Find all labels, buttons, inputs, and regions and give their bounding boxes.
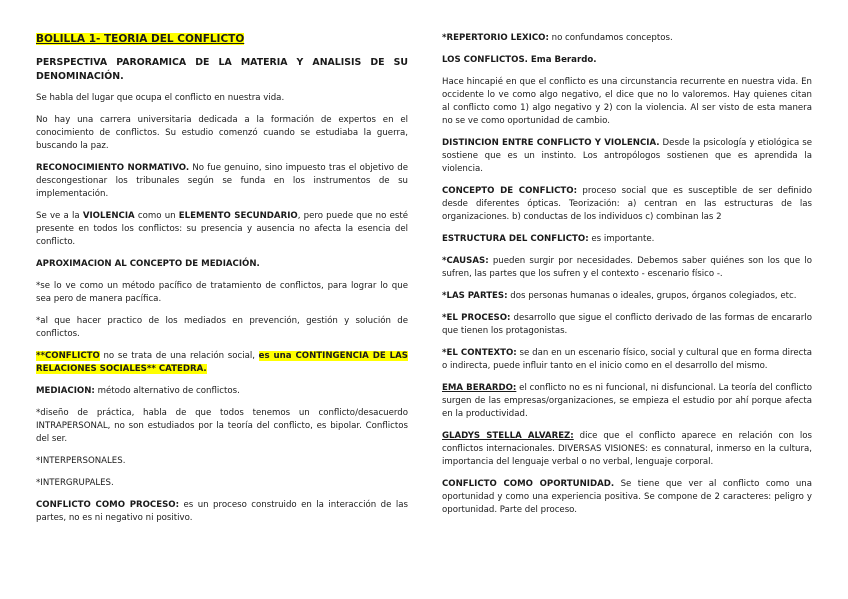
paragraph: Hace hincapié en que el conflicto es una circunstancia recurrente en nuestra vida. En occidente lo ve como algo negativo, el dice que no lo valoremos. Hay quienes citan al conflicto como 1) algo negativo y 2) con la violencia. Al ser visto de esta manera no se ve como oportunidad de cambio. xyxy=(442,77,812,126)
paragraph: No hay una carrera universitaria dedicada a la formación de expertos en el conocimiento de conflictos. Su estudio comenzó cuando se estudiaba la guerra, buscando la paz. xyxy=(36,115,408,151)
paragraph: *diseño de práctica, habla de que todos tenemos un conflicto/desacuerdo INTRAPERSONAL, no son estudiados por la teoría del conflicto, es bipolar. Conflictos del ser. xyxy=(36,408,408,444)
paragraph: **CONFLICTO no se trata de una relación social, es una CONTINGENCIA DE LAS RELACIONES SOCIALES** CATEDRA. xyxy=(36,351,408,374)
paragraph: ESTRUCTURA DEL CONFLICTO: es importante. xyxy=(442,234,655,244)
paragraph: *al que hacer practico de los mediados en prevención, gestión y solución de conflictos. xyxy=(36,316,408,339)
paragraph: *INTERPERSONALES. xyxy=(36,456,126,466)
section-heading: PERSPECTIVA PARORAMICA DE LA MATERIA Y ANALISIS DE SU DENOMINACIÓN. xyxy=(36,57,408,82)
paragraph: Se ve a la VIOLENCIA como un ELEMENTO SECUNDARIO, pero puede que no esté presente en todos los conflictos: su presencia y ausencia no afecta la esencia del conflicto. xyxy=(36,211,409,247)
section-heading: LOS CONFLICTOS. Ema Berardo. xyxy=(442,55,597,65)
right-column xyxy=(442,32,812,526)
paragraph: Se habla del lugar que ocupa el conflicto en nuestra vida. xyxy=(36,93,285,103)
left-column xyxy=(36,32,408,534)
paragraph: MEDIACION: método alternativo de conflictos. xyxy=(36,386,240,396)
paragraph: *CAUSAS: pueden surgir por necesidades. Debemos saber quiénes son los que lo sufren, las partes que los sufren y el contexto - escenario físico -. xyxy=(442,256,812,279)
paragraph: GLADYS STELLA ALVAREZ: dice que el conflicto aparece en relación con los conflictos internacionales. DIVERSAS VISIONES: es connatural, inmerso en la cultura, importancia del lenguaje verbal o no verbal, lenguaje corporal. xyxy=(442,431,812,467)
paragraph: *INTERGRUPALES. xyxy=(36,478,114,488)
document-title: BOLILLA 1- TEORIA DEL CONFLICTO xyxy=(36,33,245,45)
paragraph: CONFLICTO COMO OPORTUNIDAD. Se tiene que ver al conflicto como una oportunidad y como una experiencia positiva. Se compone de 2 caracteres: peligro y oportunidad. Parte del proceso. xyxy=(442,479,812,515)
paragraph: *se lo ve como un método pacífico de tratamiento de conflictos, para lograr lo que sea pero de manera pacífica. xyxy=(36,281,408,304)
paragraph: *EL CONTEXTO: se dan en un escenario físico, social y cultural que en forma directa o indirecta, puede influir tanto en el inicio como en el desarrollo del mismo. xyxy=(442,348,812,371)
paragraph: *EL PROCESO: desarrollo que sigue el conflicto derivado de las formas de encararlo que tienen los protagonistas. xyxy=(442,313,812,336)
paragraph: DISTINCION ENTRE CONFLICTO Y VIOLENCIA. Desde la psicología y etiológica se sostiene que es un instinto. Los antropólogos sostienen que es aprendida la violencia. xyxy=(442,138,812,174)
paragraph: *LAS PARTES: dos personas humanas o ideales, grupos, órganos colegiados, etc. xyxy=(442,291,797,301)
paragraph: EMA BERARDO: el conflicto no es ni funcional, ni disfuncional. La teoría del conflicto surgen de las empresas/organizaciones, se empieza el estudio por ahí porque afecta en la productividad. xyxy=(442,383,813,419)
paragraph: CONFLICTO COMO PROCESO: es un proceso construido en la interacción de las partes, no es ni negativo ni positivo. xyxy=(36,500,408,523)
section-heading: APROXIMACION AL CONCEPTO DE MEDIACIÓN. xyxy=(36,259,260,269)
paragraph: RECONOCIMIENTO NORMATIVO. No fue genuino, sino impuesto tras el objetivo de descongestionar los tribunales según se funda en los instrumentos de su implementación. xyxy=(36,163,408,199)
paragraph: CONCEPTO DE CONFLICTO: proceso social que es susceptible de ser definido desde diferentes ópticas. Teorización: a) centran en las estructuras de las organizaciones. b) conductas de los individuos c) combinan las 2 xyxy=(442,186,812,222)
paragraph: *REPERTORIO LEXICO: no confundamos conceptos. xyxy=(442,33,673,43)
